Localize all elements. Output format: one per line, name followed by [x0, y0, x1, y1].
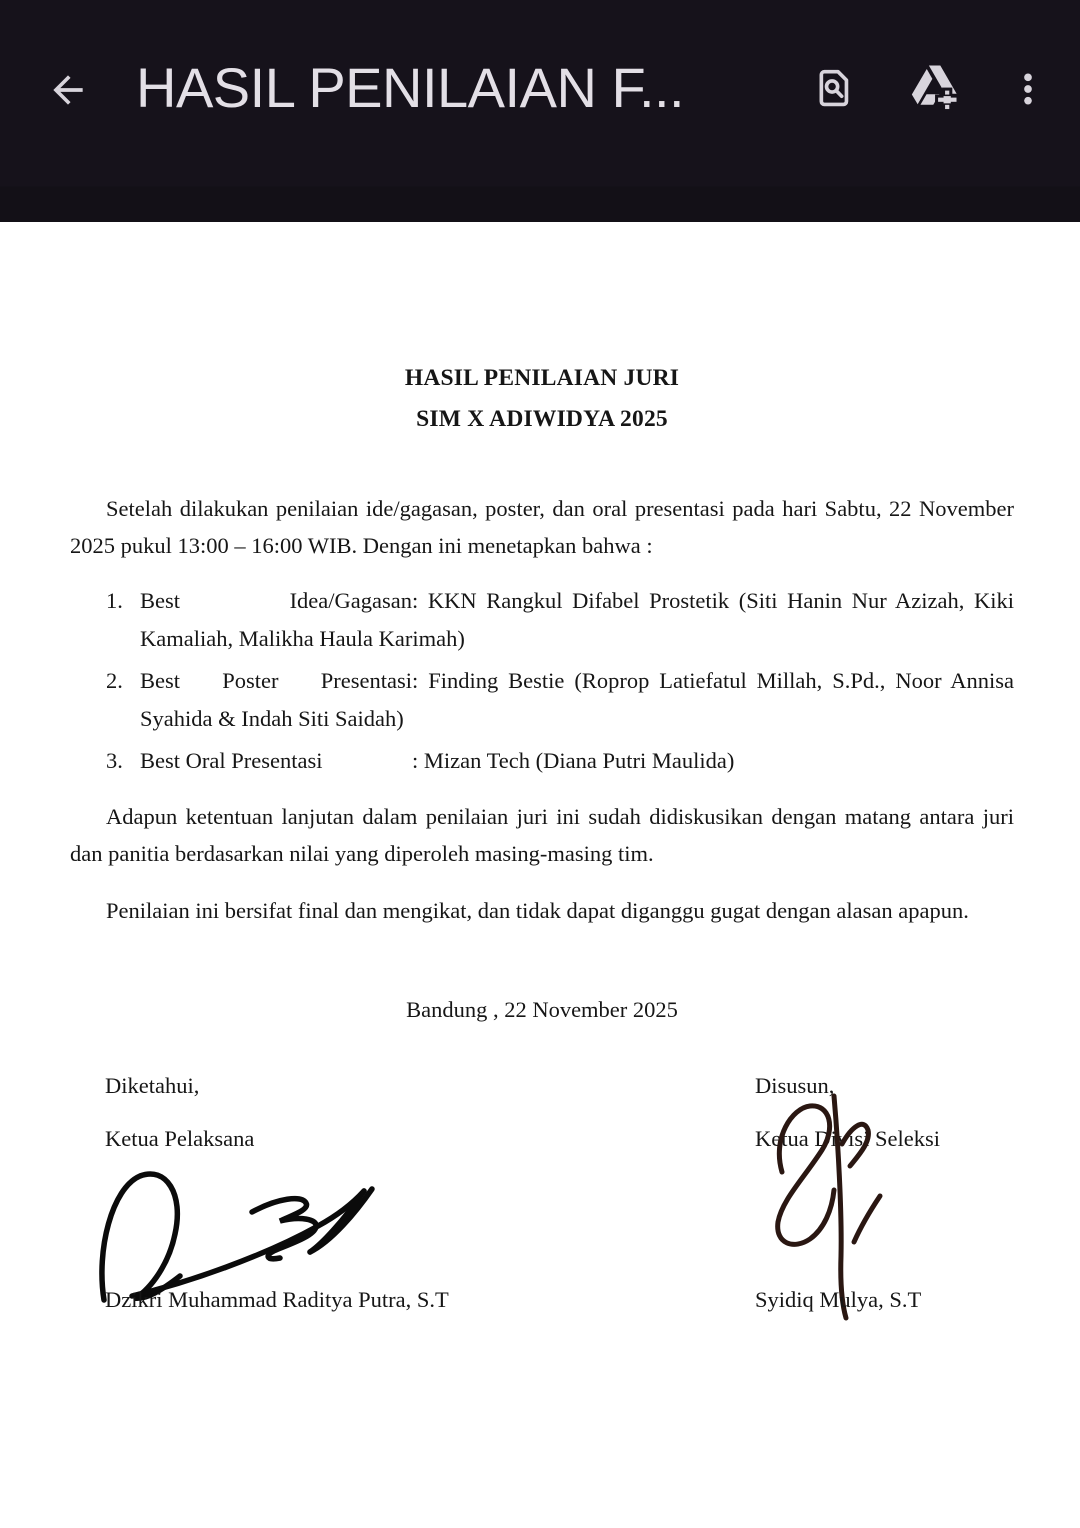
- list-item-number: 2.: [106, 668, 123, 693]
- find-in-document-button[interactable]: [806, 58, 862, 118]
- add-to-drive-icon: [906, 59, 962, 115]
- add-to-drive-button[interactable]: [902, 54, 966, 120]
- paragraph-line: Adapun ketentuan lanjutan dalam penilaian juri ini sudah didiskusikan dengan matang antara juri: [106, 804, 1014, 829]
- list-item-value: KKN Rangkul Difabel Prostetik (Siti Hanin Nur Azizah, Kiki: [427, 588, 1015, 613]
- sign-left-name: Dzikri Muhammad Raditya Putra, S.T: [105, 1287, 449, 1312]
- list-item-line: Syahida & Indah Siti Saidah): [140, 706, 404, 731]
- paragraph-setelah: [70, 490, 1014, 564]
- doc-heading-line2: SIM X ADIWIDYA 2025: [416, 406, 668, 432]
- more-vertical-icon: [1008, 67, 1048, 111]
- document-title: HASIL PENILAIAN F...: [136, 56, 685, 119]
- sign-right-name: Syidiq Mulya, S.T: [755, 1287, 922, 1312]
- sign-left-role: Ketua Pelaksana: [105, 1126, 255, 1151]
- list-item-label: Best Idea/Gagasan: [140, 588, 412, 613]
- sign-right-role: Ketua Divisi Seleksi: [755, 1126, 940, 1151]
- list-item-separator: :: [412, 588, 419, 613]
- arrow-left-icon: [46, 68, 90, 112]
- list-item-label: Best Poster Presentasi: [140, 668, 412, 693]
- list-item-line: [140, 582, 1014, 620]
- list-item: [70, 662, 1014, 738]
- document-page[interactable]: [0, 222, 1080, 1528]
- list-item-separator: :: [412, 748, 419, 773]
- list-item-value: Finding Bestie (Roprop Latiefatul Millah, S.Pd., Noor Annisa: [428, 668, 1015, 693]
- back-button[interactable]: [40, 62, 96, 118]
- list-item-line: [140, 742, 1014, 780]
- find-in-document-icon: [811, 63, 857, 113]
- list-item-line: [140, 662, 1014, 700]
- app-bar-row: [0, 40, 1080, 136]
- date-line: Bandung , 22 November 2025: [406, 997, 678, 1022]
- paragraph-adapun: [70, 798, 1014, 872]
- list-item-body: [140, 582, 1014, 658]
- more-options-button[interactable]: [1000, 60, 1056, 118]
- sign-right-intro: Disusun,: [755, 1073, 835, 1098]
- list-item: [70, 742, 1014, 780]
- doc-heading-line1: HASIL PENILAIAN JURI: [404, 365, 680, 391]
- signature-section: [70, 1072, 1014, 1392]
- list-item-value: Mizan Tech (Diana Putri Maulida): [423, 748, 735, 773]
- app-bar: [0, 0, 1080, 222]
- paragraph-penilaian: [70, 892, 1014, 929]
- paragraph-line: dan panitia berdasarkan nilai yang diperoleh masing-masing tim.: [70, 841, 654, 866]
- list-item-number: 1.: [106, 588, 123, 613]
- award-list: [70, 582, 1014, 780]
- list-item-line: Kamaliah, Malikha Haula Karimah): [140, 626, 465, 651]
- list-item: [70, 582, 1014, 658]
- list-item-number: 3.: [106, 748, 123, 773]
- list-item-separator: :: [412, 668, 419, 693]
- list-item-label: Best Oral Presentasi: [140, 748, 323, 773]
- paragraph-line: Penilaian ini bersifat final dan mengikat, dan tidak dapat diganggu gugat dengan alasan apapun.: [106, 898, 969, 923]
- sign-left-intro: Diketahui,: [105, 1073, 200, 1098]
- list-item-body: [140, 662, 1014, 738]
- paragraph-line: 2025 pukul 13:00 – 16:00 WIB. Dengan ini menetapkan bahwa :: [70, 533, 653, 558]
- list-item-body: [140, 742, 1014, 780]
- paragraph-line: Setelah dilakukan penilaian ide/gagasan, poster, dan oral presentasi pada hari Sabtu, 22 November: [106, 496, 1014, 521]
